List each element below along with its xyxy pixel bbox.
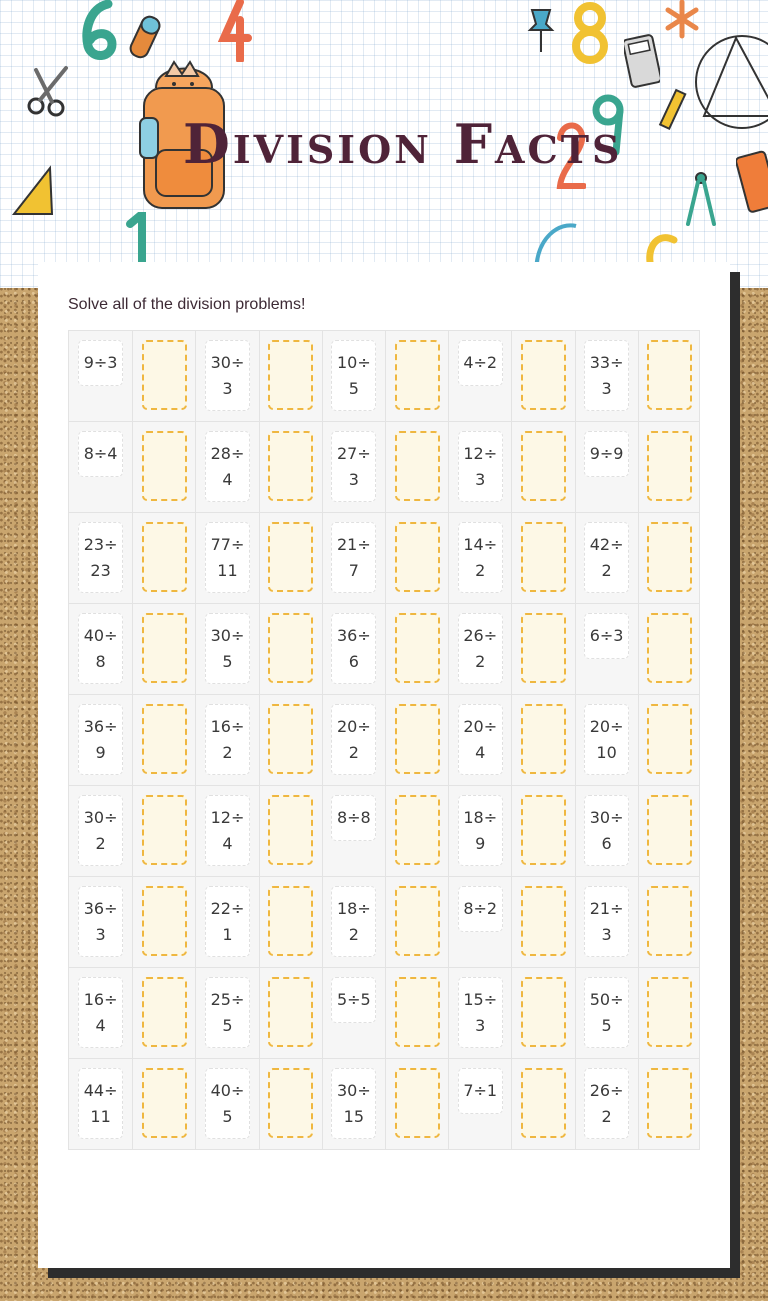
problem-cell	[195, 1059, 258, 1149]
problem-grid	[68, 330, 700, 1150]
problem-row	[69, 512, 699, 603]
division-problem: 50÷5	[584, 977, 629, 1048]
answer-drop-box[interactable]	[142, 886, 187, 956]
problem-cell	[575, 331, 638, 421]
answer-drop-box[interactable]	[395, 340, 440, 410]
division-problem: 15÷3	[458, 977, 503, 1048]
sharpener-icon	[736, 150, 768, 214]
division-problem: 10÷5	[331, 340, 376, 411]
answer-cell	[385, 1059, 448, 1149]
problem-cell	[448, 422, 511, 512]
answer-cell	[638, 1059, 701, 1149]
problem-cell	[448, 604, 511, 694]
problem-row	[69, 694, 699, 785]
number-four-doodle-icon	[218, 0, 252, 62]
answer-drop-box[interactable]	[647, 704, 692, 774]
division-problem: 25÷5	[205, 977, 250, 1048]
answer-drop-box[interactable]	[647, 1068, 692, 1138]
problem-cell	[322, 786, 385, 876]
answer-drop-box[interactable]	[268, 704, 313, 774]
problem-cell	[195, 604, 258, 694]
division-problem: 20÷10	[584, 704, 629, 775]
answer-cell	[259, 695, 322, 785]
answer-drop-box[interactable]	[395, 886, 440, 956]
answer-cell	[638, 968, 701, 1058]
answer-drop-box[interactable]	[268, 522, 313, 592]
answer-drop-box[interactable]	[521, 795, 566, 865]
division-problem: 27÷3	[331, 431, 376, 502]
answer-drop-box[interactable]	[521, 431, 566, 501]
problem-cell	[322, 331, 385, 421]
answer-drop-box[interactable]	[395, 522, 440, 592]
problem-cell	[69, 877, 132, 967]
division-problem: 16÷4	[78, 977, 123, 1048]
division-problem: 33÷3	[584, 340, 629, 411]
answer-cell	[385, 786, 448, 876]
answer-drop-box[interactable]	[142, 340, 187, 410]
answer-drop-box[interactable]	[647, 522, 692, 592]
problem-cell	[575, 877, 638, 967]
division-problem: 12÷4	[205, 795, 250, 866]
problem-cell	[322, 968, 385, 1058]
problem-row	[69, 876, 699, 967]
problem-cell	[195, 331, 258, 421]
problem-cell	[195, 422, 258, 512]
answer-cell	[385, 422, 448, 512]
answer-drop-box[interactable]	[647, 613, 692, 683]
answer-cell	[132, 513, 195, 603]
answer-drop-box[interactable]	[142, 1068, 187, 1138]
division-problem: 30÷5	[205, 613, 250, 684]
division-problem: 20÷4	[458, 704, 503, 775]
division-problem: 40÷5	[205, 1068, 250, 1139]
answer-cell	[259, 968, 322, 1058]
problem-row	[69, 967, 699, 1058]
answer-cell	[511, 877, 574, 967]
problem-cell	[448, 695, 511, 785]
set-square-icon	[10, 164, 56, 220]
answer-cell	[638, 695, 701, 785]
division-problem: 8÷4	[78, 431, 123, 477]
answer-cell	[132, 695, 195, 785]
problem-cell	[69, 331, 132, 421]
answer-drop-box[interactable]	[647, 886, 692, 956]
answer-drop-box[interactable]	[395, 704, 440, 774]
problem-cell	[575, 1059, 638, 1149]
division-problem: 42÷2	[584, 522, 629, 593]
answer-cell	[259, 1059, 322, 1149]
division-problem: 20÷2	[331, 704, 376, 775]
division-problem: 5÷5	[331, 977, 376, 1023]
problem-cell	[195, 513, 258, 603]
problem-cell	[69, 513, 132, 603]
problem-cell	[322, 877, 385, 967]
answer-cell	[385, 968, 448, 1058]
problem-cell	[448, 1059, 511, 1149]
problem-cell	[69, 695, 132, 785]
answer-cell	[511, 786, 574, 876]
answer-cell	[259, 422, 322, 512]
compass-icon	[684, 170, 718, 226]
division-problem: 40÷8	[78, 613, 123, 684]
answer-cell	[132, 422, 195, 512]
answer-cell	[638, 877, 701, 967]
division-problem: 30÷2	[78, 795, 123, 866]
problem-cell	[575, 513, 638, 603]
answer-cell	[132, 877, 195, 967]
answer-cell	[638, 604, 701, 694]
division-problem: 18÷2	[331, 886, 376, 957]
division-problem: 6÷3	[584, 613, 629, 659]
answer-drop-box[interactable]	[268, 977, 313, 1047]
number-eight-doodle-icon	[572, 0, 608, 66]
problem-cell	[195, 877, 258, 967]
division-problem: 21÷3	[584, 886, 629, 957]
division-problem: 36÷6	[331, 613, 376, 684]
problem-cell	[575, 968, 638, 1058]
answer-drop-box[interactable]	[142, 431, 187, 501]
answer-drop-box[interactable]	[395, 795, 440, 865]
problem-cell	[448, 786, 511, 876]
problem-cell	[448, 513, 511, 603]
division-problem: 14÷2	[458, 522, 503, 593]
answer-cell	[511, 422, 574, 512]
answer-drop-box[interactable]	[521, 522, 566, 592]
answer-cell	[385, 331, 448, 421]
answer-drop-box[interactable]	[647, 431, 692, 501]
problem-cell	[195, 786, 258, 876]
answer-cell	[259, 604, 322, 694]
division-problem: 21÷7	[331, 522, 376, 593]
division-problem: 44÷11	[78, 1068, 123, 1139]
answer-drop-box[interactable]	[395, 977, 440, 1047]
problem-cell	[575, 786, 638, 876]
answer-cell	[511, 604, 574, 694]
division-problem: 30÷6	[584, 795, 629, 866]
calculator-icon	[624, 34, 660, 88]
answer-cell	[511, 513, 574, 603]
problem-cell	[69, 422, 132, 512]
problem-cell	[69, 1059, 132, 1149]
division-problem: 18÷9	[458, 795, 503, 866]
answer-drop-box[interactable]	[268, 795, 313, 865]
answer-cell	[638, 513, 701, 603]
problem-cell	[69, 604, 132, 694]
answer-cell	[385, 695, 448, 785]
answer-cell	[638, 422, 701, 512]
number-six-doodle-icon	[78, 0, 118, 62]
division-problem: 8÷8	[331, 795, 376, 841]
eraser-icon	[128, 12, 162, 64]
answer-cell	[132, 786, 195, 876]
answer-drop-box[interactable]	[521, 1068, 566, 1138]
instructions-text: Solve all of the division problems!	[68, 296, 306, 313]
answer-cell	[511, 331, 574, 421]
answer-cell	[259, 786, 322, 876]
answer-drop-box[interactable]	[395, 1068, 440, 1138]
answer-drop-box[interactable]	[521, 886, 566, 956]
answer-drop-box[interactable]	[521, 704, 566, 774]
division-problem: 30÷15	[331, 1068, 376, 1139]
answer-drop-box[interactable]	[647, 795, 692, 865]
answer-drop-box[interactable]	[142, 977, 187, 1047]
division-problem: 22÷1	[205, 886, 250, 957]
division-problem: 77÷11	[205, 522, 250, 593]
problem-row	[69, 785, 699, 876]
answer-drop-box[interactable]	[142, 613, 187, 683]
answer-drop-box[interactable]	[268, 886, 313, 956]
worksheet-paper	[38, 262, 730, 1268]
answer-drop-box[interactable]	[268, 1068, 313, 1138]
answer-drop-box[interactable]	[142, 704, 187, 774]
answer-cell	[259, 331, 322, 421]
problem-cell	[322, 604, 385, 694]
problem-cell	[448, 877, 511, 967]
problem-row	[69, 1058, 699, 1149]
division-problem: 7÷1	[458, 1068, 503, 1114]
division-problem: 36÷9	[78, 704, 123, 775]
answer-drop-box[interactable]	[268, 340, 313, 410]
answer-cell	[259, 513, 322, 603]
problem-cell	[195, 695, 258, 785]
answer-drop-box[interactable]	[395, 613, 440, 683]
division-problem: 36÷3	[78, 886, 123, 957]
division-problem: 9÷3	[78, 340, 123, 386]
answer-drop-box[interactable]	[647, 977, 692, 1047]
division-problem: 12÷3	[458, 431, 503, 502]
answer-cell	[132, 331, 195, 421]
pencil-icon	[656, 88, 688, 140]
answer-cell	[385, 604, 448, 694]
circle-triangle-diagram-icon	[694, 24, 768, 140]
division-problem: 30÷3	[205, 340, 250, 411]
answer-drop-box[interactable]	[521, 977, 566, 1047]
answer-cell	[511, 695, 574, 785]
problem-cell	[322, 513, 385, 603]
problem-cell	[448, 331, 511, 421]
header-banner	[0, 0, 768, 288]
push-pin-icon	[526, 6, 556, 56]
answer-drop-box[interactable]	[142, 795, 187, 865]
page-title: Division Facts	[183, 112, 623, 176]
problem-cell	[322, 695, 385, 785]
answer-cell	[385, 877, 448, 967]
problem-cell	[448, 968, 511, 1058]
answer-cell	[385, 513, 448, 603]
answer-cell	[511, 1059, 574, 1149]
problem-cell	[575, 695, 638, 785]
answer-cell	[638, 786, 701, 876]
problem-row	[69, 421, 699, 512]
answer-drop-box[interactable]	[142, 522, 187, 592]
answer-cell	[132, 604, 195, 694]
problem-cell	[69, 968, 132, 1058]
answer-drop-box[interactable]	[521, 340, 566, 410]
answer-cell	[132, 1059, 195, 1149]
answer-drop-box[interactable]	[395, 431, 440, 501]
division-problem: 28÷4	[205, 431, 250, 502]
problem-cell	[575, 604, 638, 694]
problem-cell	[575, 422, 638, 512]
division-problem: 8÷2	[458, 886, 503, 932]
problem-cell	[69, 786, 132, 876]
division-problem: 16÷2	[205, 704, 250, 775]
answer-drop-box[interactable]	[647, 340, 692, 410]
division-problem: 26÷2	[458, 613, 503, 684]
division-problem: 9÷9	[584, 431, 629, 477]
problem-row	[69, 331, 699, 421]
answer-drop-box[interactable]	[268, 613, 313, 683]
problem-cell	[195, 968, 258, 1058]
answer-cell	[638, 331, 701, 421]
problem-cell	[322, 1059, 385, 1149]
division-problem: 23÷23	[78, 522, 123, 593]
division-problem: 26÷2	[584, 1068, 629, 1139]
answer-cell	[259, 877, 322, 967]
problem-row	[69, 603, 699, 694]
scissors-icon	[26, 64, 72, 118]
answer-drop-box[interactable]	[521, 613, 566, 683]
answer-drop-box[interactable]	[268, 431, 313, 501]
answer-cell	[511, 968, 574, 1058]
problem-cell	[322, 422, 385, 512]
answer-cell	[132, 968, 195, 1058]
division-problem: 4÷2	[458, 340, 503, 386]
